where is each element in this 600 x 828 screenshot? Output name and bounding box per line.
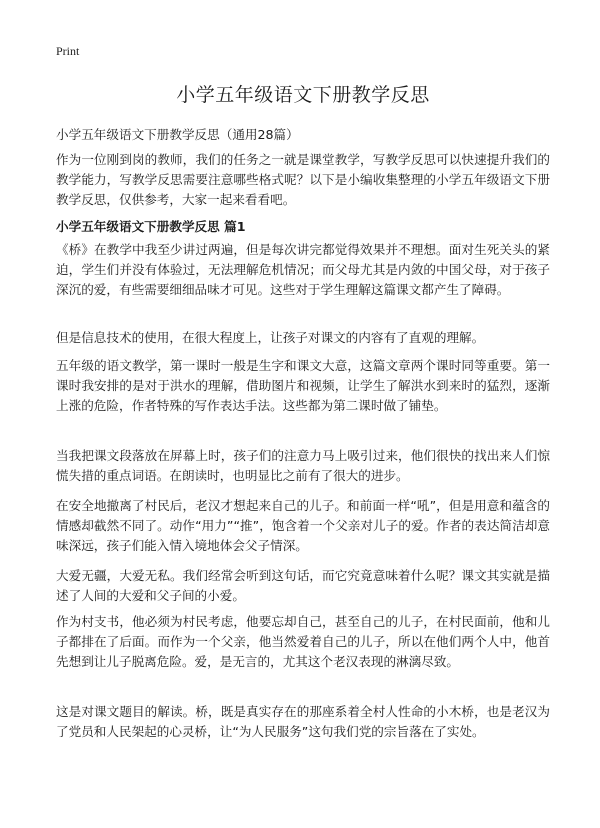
- body-paragraph: 作为村支书，他必须为村民考虑，他要忘却自己，甚至自己的儿子，在村民面前，他和儿子都排在了后面。而作为一个父亲，他当然爱着自己的儿子，所以在他们两个人中，他首先想到让儿子脱离危险。爱，是无言的，尤其这个老汉表现的淋漓尽致。: [56, 614, 550, 669]
- body-paragraph: 但是信息技术的使用，在很大程度上，让孩子对课文的内容有了直观的理解。: [56, 330, 485, 345]
- page-title: 小学五年级语文下册教学反思: [176, 84, 430, 106]
- print-link[interactable]: Print: [56, 44, 80, 58]
- intro-paragraph: 作为一位刚到岗的教师，我们的任务之一就是课堂教学，写教学反思可以快速提升我们的教学能力，写教学反思需要注意哪些格式呢？以下是小编收集整理的小学五年级语文下册教学反思，仅供参考，大家一起来看看吧。: [56, 152, 550, 207]
- body-paragraph: 五年级的语文教学，第一课时一般是生字和课文大意，这篇文章两个课时同等重要。第一课时我安排的是对于洪水的理解，借助图片和视频，让学生了解洪水到来时的猛烈，逐渐上涨的危险，作者特殊的写作表达手法。这些都为第二课时做了铺垫。: [56, 358, 550, 413]
- document-subtitle: 小学五年级语文下册教学反思（通用28篇）: [56, 127, 299, 142]
- body-paragraph: 大爱无疆，大爱无私。我们经常会听到这句话，而它究竟意味着什么呢？课文其实就是描述了人间的大爱和父子间的小爱。: [56, 568, 550, 603]
- body-paragraph: 《桥》在教学中我至少讲过两遍，但是每次讲完都觉得效果并不理想。面对生死关头的紧迫，学生们并没有体验过，无法理解危机情况；而父母尤其是内敛的中国父母，对于孩子深沉的爱，有些需要细细品味才可见。这些对于学生理解这篇课文都产生了障碍。: [56, 242, 550, 297]
- body-paragraph: 这是对课文题目的解读。桥，既是真实存在的那座系着全村人性命的小木桥，也是老汉为了党员和人民架起的心灵桥，让“为人民服务”这句我们党的宗旨落在了实处。: [56, 704, 550, 739]
- body-paragraph: 在安全地撤离了村民后，老汉才想起来自己的儿子。和前面一样“吼”，但是用意和蕴含的情感却截然不同了。动作“用力”“推”，饱含着一个父亲对儿子的爱。作者的表达简洁却意味深远，孩子们能入情入境地体会父子情深。: [56, 498, 550, 553]
- section-heading: 小学五年级语文下册教学反思 篇1: [56, 219, 246, 234]
- body-paragraph: 当我把课文段落放在屏幕上时，孩子们的注意力马上吸引过来，他们很快的找出来人们惊慌失措的重点词语。在朗读时，也明显比之前有了很大的进步。: [56, 448, 550, 483]
